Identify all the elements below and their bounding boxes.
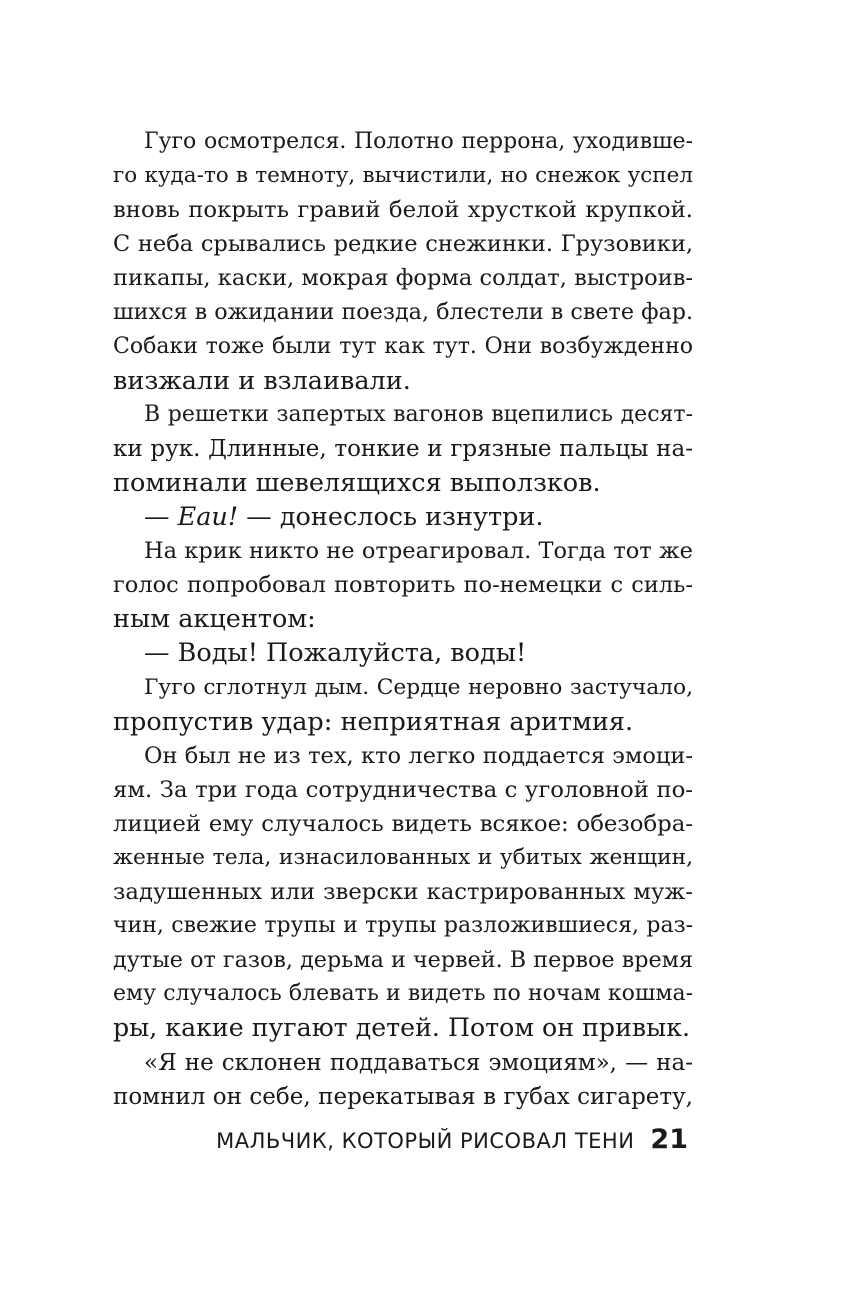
text-line: лицией ему случалось видеть всякое: обезобра- [113, 810, 693, 837]
text-line: вновь покрыть гравий белой хрусткой крупкой. [113, 197, 693, 224]
text-line: — Воды! Пожалуйста, воды! [144, 638, 527, 669]
text-line: Гуго сглотнул дым. Сердце неровно застучало, [144, 674, 693, 700]
text-line: На крик никто не отреагировал. Тогда тот же [144, 538, 693, 565]
text-line [113, 500, 693, 534]
text-line: поминали шевелящихся выползков. [113, 467, 601, 498]
text-line: «Я не склонен поддаваться эмоциям», — на- [144, 1049, 693, 1076]
page-number: 21 [650, 1124, 688, 1155]
text-line: ему случалось блевать и видеть по ночам кошма- [113, 981, 693, 1007]
text-line: дутые от газов, дерьма и червей. В первое время [113, 947, 693, 974]
text-line: помнил он себе, перекатывая в губах сигарету, [113, 1083, 693, 1110]
text-line: ки рук. Длинные, тонкие и грязные пальцы на- [113, 435, 693, 462]
text-line: Он был не из тех, кто легко поддается эмоци- [144, 742, 693, 769]
text-line: шихся в ожидании поезда, блестели в свете фар. [113, 299, 693, 326]
italic-word: Eau! [177, 502, 239, 533]
text-line: голос попробовал повторить по-немецки с силь- [113, 572, 693, 599]
text-line: В решетки запертых вагонов вцепились десят- [144, 401, 693, 427]
text-line: чин, свежие трупы и трупы разложившиеся, раз- [113, 913, 693, 939]
text-line: визжали и взлаивали. [113, 365, 411, 396]
text-line: го куда-то в темноту, вычистили, но снежок успел [113, 163, 693, 189]
text-line: ям. За три года сотрудничества с уголовной по- [113, 776, 693, 803]
text-line: задушенных или зверски кастрированных муж- [113, 879, 693, 906]
text-line: ры, какие пугают детей. Потом он привык. [113, 1013, 691, 1043]
text-line: пикапы, каски, мокрая форма солдат, выстроив- [113, 265, 693, 292]
body-text [113, 125, 693, 1114]
text-line: Собаки тоже были тут как тут. Они возбужденно [113, 333, 693, 359]
text-line: пропустив удар: неприятная аритмия. [113, 706, 634, 737]
page-footer [216, 1124, 688, 1164]
text-line: женные тела, изнасилованных и убитых женщин, [113, 844, 693, 870]
running-title: МАЛЬЧИК, КОТОРЫЙ РИСОВАЛ ТЕНИ [216, 1129, 635, 1153]
text-line: С неба срывались редкие снежинки. Грузовики, [113, 231, 693, 258]
text-line: ным акцентом: [113, 604, 316, 635]
line-text: — [144, 502, 178, 533]
line-text: — донеслось изнутри. [238, 502, 544, 533]
text-line: Гуго осмотрелся. Полотно перрона, уходивше- [144, 129, 693, 154]
